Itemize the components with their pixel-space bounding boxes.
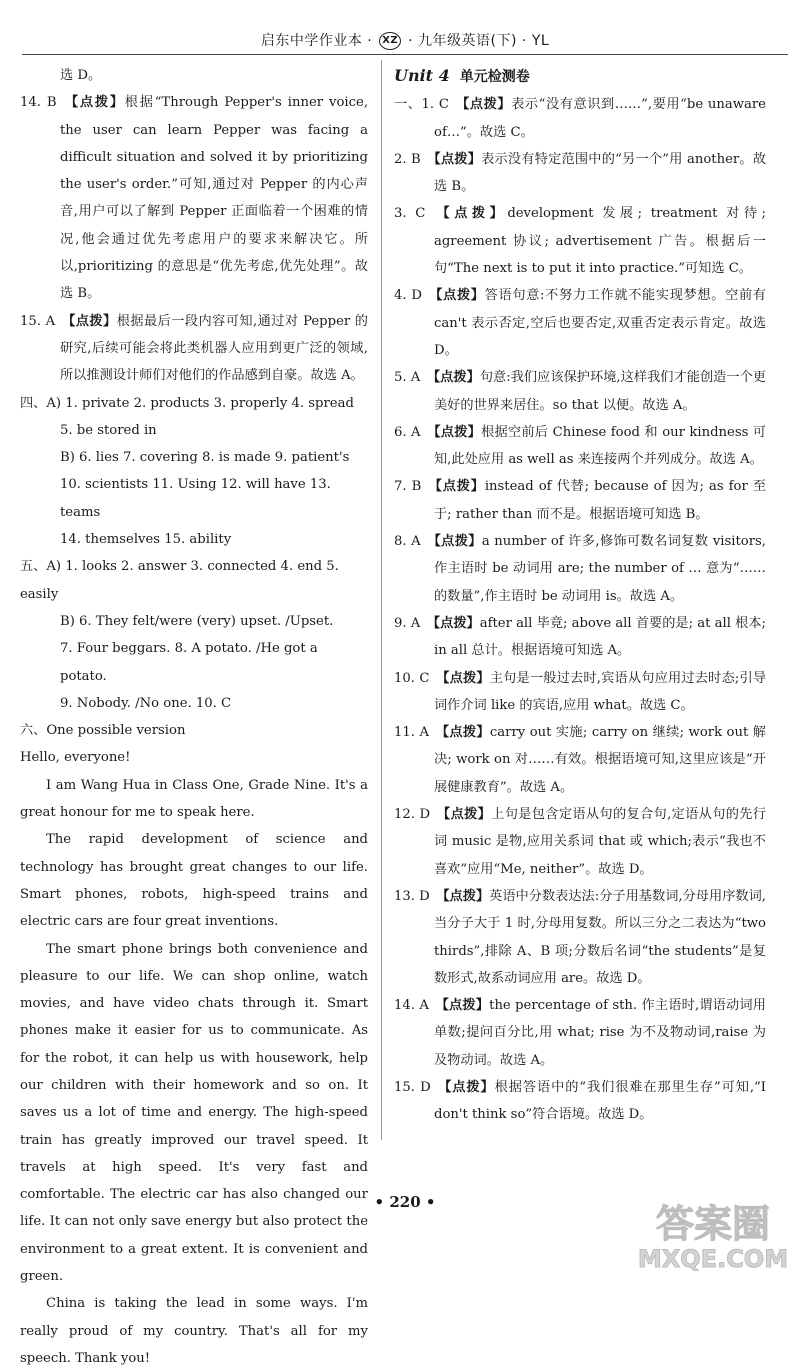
- answer-number: 7. B: [394, 479, 422, 495]
- answer-number: 一、1. C: [394, 97, 449, 113]
- answer-text: 主句是一般过去时,宾语从句应用过去时态;引导词作介词 like 的宾语,应用 what。故选 C。: [434, 670, 767, 713]
- answer-text: 10. scientists 11. Using 12. will have 13. teams: [60, 477, 331, 520]
- hint-tag: 【点拨】: [427, 479, 485, 495]
- hint-tag: 【点拨】: [431, 206, 508, 222]
- text-line: [20, 608, 368, 635]
- answer-item: [394, 200, 766, 282]
- answer-number: 13. D: [394, 888, 430, 904]
- answer-number: 14. A: [394, 998, 429, 1014]
- answer-text: 英语中分数表达法:分子用基数词,分母用序数词,当分子大于 1 时,分母用复数。所以三分之二表达为“two thirds”,排除 A、B 项;分数后名词“the students”是复数形式,故系动词应用 are。故选 D。: [434, 888, 766, 986]
- hint-tag: 【点拨】: [63, 95, 125, 111]
- answer-item: [394, 528, 766, 610]
- watermark-line1: 答案圈: [655, 1202, 771, 1246]
- answer-item: [394, 1074, 766, 1129]
- watermark-line2: MXQE.COM: [637, 1245, 789, 1273]
- hint-tag: 【点拨】: [428, 288, 485, 304]
- answer-item: [20, 308, 368, 390]
- answer-number: 2. B: [394, 151, 421, 167]
- answer-text: 根据最后一段内容可知,通过对 Pepper 的研究,后续可能会将此类机器人应用到更广泛的领域,所以推测设计师们对他们的作品感到自豪。故选 A。: [60, 313, 368, 384]
- answer-text: B) 6. They felt/were (very) upset. /Upset.: [60, 613, 334, 629]
- answer-item: [394, 610, 766, 665]
- text-line: [20, 744, 368, 771]
- hint-tag: 【点拨】: [61, 313, 117, 329]
- answer-number: 10. C: [394, 670, 430, 686]
- answer-text: 9. Nobody. /No one. 10. C: [60, 695, 232, 711]
- answer-text: after all 毕竟; above all 首要的是; at all 根本; in all 总计。根据语境可知选 A。: [434, 615, 766, 659]
- answer-text: 14. themselves 15. ability: [60, 532, 232, 548]
- answer-text: 答语句意:不努力工作就不能实现梦想。空前有 can't 表示否定,空后也要否定,双重否定表示肯定。故选 D。: [434, 288, 766, 358]
- answer-number: 5. A: [394, 370, 421, 386]
- answer-number: 8. A: [394, 534, 421, 550]
- unit-title-sub: 单元检测卷: [459, 69, 530, 85]
- answer-item: [394, 801, 766, 883]
- hint-tag: 【点拨】: [435, 998, 490, 1014]
- answer-number: 11. A: [394, 725, 429, 741]
- answer-text: development 发展; treatment 对待; agreement 协议; advertisement 广告。根据后一句“The next is to put it into practice.”可知选 C。: [434, 206, 766, 277]
- answer-text: instead of 代替; because of 因为; as for 至于; rather than 而不是。根据语境可知选 B。: [434, 479, 767, 522]
- text-line: [20, 471, 368, 526]
- answer-text: 5. be stored in: [60, 422, 157, 438]
- answer-text: carry out 实施; carry on 继续; work out 解决; work on 对……有效。根据语境可知,这里应该是“开展健康教育”。故选 A。: [434, 725, 766, 795]
- answer-text: Hello, everyone!: [20, 750, 131, 766]
- hint-tag: 【点拨】: [426, 615, 480, 631]
- answer-item: [394, 419, 766, 474]
- text-line: [20, 62, 368, 89]
- page-header: [0, 30, 810, 50]
- answer-text: 根据空前后 Chinese food 和 our kindness 可知,此处应用 as well as 来连接两个并列成分。故选 A。: [434, 424, 766, 468]
- left-column: [20, 62, 368, 1372]
- hint-tag: 【点拨】: [437, 1079, 495, 1095]
- answer-item: [394, 883, 766, 992]
- text-line: [20, 1290, 368, 1372]
- answer-item: [20, 89, 368, 307]
- answer-text: 五、A) 1. looks 2. answer 3. connected 4. end 5. easily: [20, 559, 339, 602]
- answer-text: 选 D。: [60, 68, 102, 83]
- unit-title: [394, 62, 766, 91]
- answer-text: The rapid development of science and technology has brought great changes to our life. Smart phones, robots, high-speed trains and electric cars are four great inventions.: [20, 832, 368, 930]
- answer-item: [394, 992, 766, 1074]
- answer-number: 15. A: [20, 313, 56, 329]
- answer-text: 根据“Through Pepper's inner voice, the user can learn Pepper was facing a difficult situation and solved it by prioritizing the user's order.”可知,通过对 Pepper 的内心声音,用户可以了解到 Pepper 正面临着一个困难的情况,他会通过优先考虑用户的要求来解决它。所以,prioritizing 的意思是“优先考虑,优先处理”。故选 B。: [60, 95, 369, 302]
- answer-number: 6. A: [394, 424, 421, 440]
- hint-tag: 【点拨】: [435, 725, 490, 741]
- answer-number: 9. A: [394, 615, 421, 631]
- answer-text: 六、One possible version: [20, 723, 186, 739]
- answer-text: a number of 许多,修饰可数名词复数 visitors,作主语时 be 动词用 are; the number of … 意为“……的数量”,作主语时 be 动词用 is。故选 A。: [434, 534, 767, 604]
- answer-text: 四、A) 1. private 2. products 3. properly 4. spread: [20, 395, 354, 411]
- answer-number: 3. C: [394, 206, 426, 222]
- answer-number: 14. B: [20, 95, 57, 111]
- text-line: [20, 417, 368, 444]
- unit-title-main: Unit 4: [394, 66, 450, 85]
- answer-text: 上句是包含定语从句的复合句,定语从句的先行词 music 是物,应用关系词 that 或 which;表示“我也不喜欢”应用“Me, neither”。故选 D。: [434, 807, 766, 877]
- answer-item: [394, 364, 766, 419]
- text-line: [20, 390, 368, 417]
- answer-item: [394, 665, 766, 720]
- header-rule: [22, 54, 788, 55]
- book-title: 启东中学作业本 ·: [260, 33, 373, 49]
- publisher-logo-icon: XZ: [379, 32, 401, 50]
- answer-text: 表示没有特定范围中的“另一个”用 another。故选 B。: [434, 151, 767, 195]
- answer-text: 7. Four beggars. 8. A potato. /He got a potato.: [60, 641, 318, 684]
- text-line: [20, 826, 368, 935]
- hint-tag: 【点拨】: [436, 670, 490, 686]
- text-line: [20, 635, 368, 690]
- text-line: [20, 444, 368, 471]
- answer-number: 12. D: [394, 807, 431, 823]
- answer-item: [394, 282, 766, 364]
- text-line: [20, 553, 368, 608]
- hint-tag: 【点拨】: [455, 97, 512, 113]
- answer-text: B) 6. lies 7. covering 8. is made 9. patient's: [60, 450, 350, 466]
- book-subtitle: · 九年级英语(下) · YL: [408, 33, 550, 49]
- text-line: [20, 717, 368, 744]
- hint-tag: 【点拨】: [436, 888, 490, 904]
- text-line: [20, 526, 368, 553]
- answer-text: The smart phone brings both convenience and pleasure to our life. We can shop online, watch movies, and have video chats through it. Smart phones make it easier for us to communicate. As for the robot, it can help us with housework, help our children with their homework and so on. It saves us a lot of time and energy. The high-speed train has greatly improved our travel speed. It travels at high speed. It's very fast and comfortable. The electric car has also changed our life. It can not only save energy but also protect the environment to a great extent. It is convenient and green.: [20, 941, 368, 1285]
- answer-text: 表示“没有意识到……”,要用“be unaware of…”。故选 C。: [434, 97, 766, 140]
- answer-text: the percentage of sth. 作主语时,谓语动词用单数;提问百分比,用 what; rise 为不及物动词,raise 为及物动词。故选 A。: [434, 998, 766, 1068]
- hint-tag: 【点拨】: [427, 151, 482, 167]
- answer-number: 4. D: [394, 288, 423, 304]
- answer-item: [394, 91, 766, 146]
- answer-number: 15. D: [394, 1079, 431, 1095]
- right-column: [394, 62, 766, 1129]
- answer-text: China is taking the lead in some ways. I'm really proud of my country. That's all for my speech. Thank you!: [20, 1296, 368, 1366]
- hint-tag: 【点拨】: [427, 424, 482, 440]
- hint-tag: 【点拨】: [427, 534, 482, 550]
- answer-list: [394, 91, 766, 1128]
- answer-text: 句意:我们应该保护环境,这样我们才能创造一个更美好的世界来居住。so that 以便。故选 A。: [434, 370, 766, 413]
- column-divider: [381, 60, 382, 1140]
- text-line: [20, 690, 368, 717]
- page-number: • 220 •: [374, 1193, 436, 1211]
- text-line: [20, 936, 368, 1291]
- answer-item: [394, 719, 766, 801]
- answer-text: I am Wang Hua in Class One, Grade Nine. It's a great honour for me to speak here.: [20, 777, 368, 821]
- text-line: [20, 772, 368, 827]
- watermark-logo: [625, 1195, 805, 1275]
- answer-text: 根据答语中的“我们很难在那里生存”可知,“I don't think so”符合语境。故选 D。: [434, 1079, 766, 1123]
- hint-tag: 【点拨】: [436, 807, 492, 823]
- hint-tag: 【点拨】: [426, 370, 480, 386]
- answer-item: [394, 473, 766, 528]
- answer-item: [394, 146, 766, 201]
